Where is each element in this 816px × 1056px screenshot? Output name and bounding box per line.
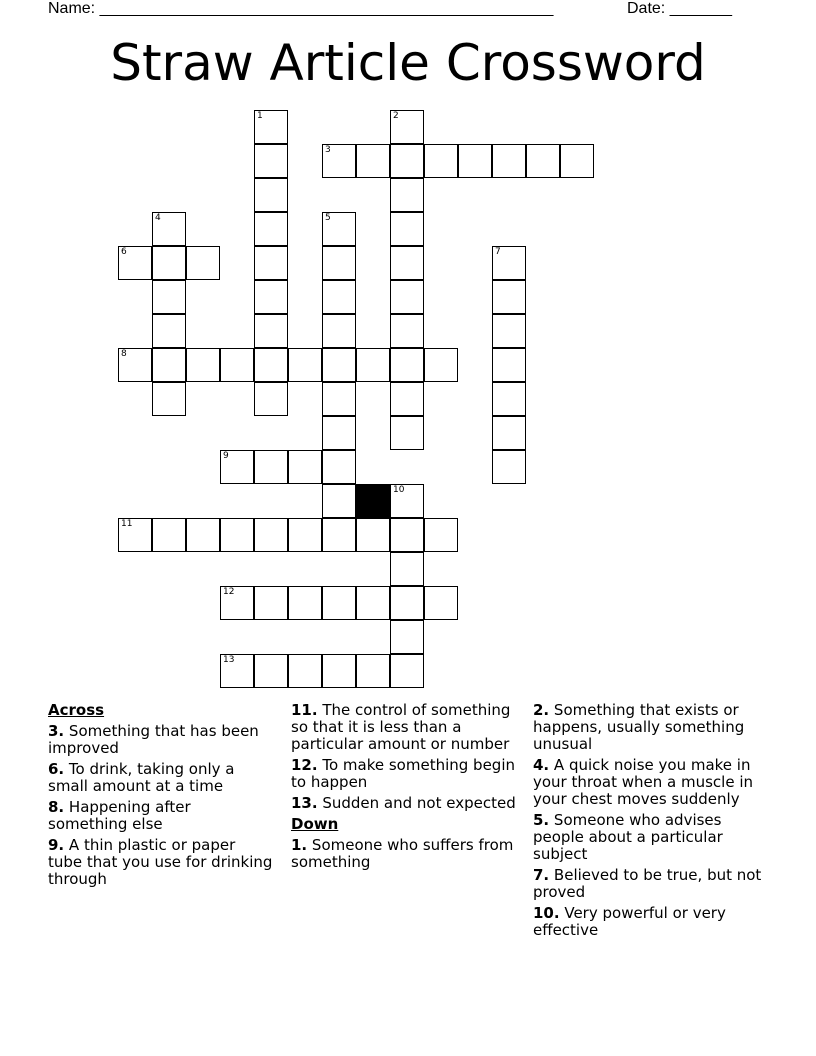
grid-cell[interactable]: [220, 586, 254, 620]
grid-cell[interactable]: [390, 620, 424, 654]
grid-cell[interactable]: [356, 586, 390, 620]
grid-cell[interactable]: [186, 348, 220, 382]
grid-cell[interactable]: [390, 246, 424, 280]
grid-cell[interactable]: [492, 450, 526, 484]
grid-cell[interactable]: [492, 246, 526, 280]
grid-cell[interactable]: [186, 518, 220, 552]
grid-cell[interactable]: [152, 280, 186, 314]
grid-cell[interactable]: [118, 246, 152, 280]
grid-cell[interactable]: [322, 518, 356, 552]
clue-number: 12: [223, 587, 235, 597]
grid-cell[interactable]: [322, 212, 356, 246]
grid-cell[interactable]: [254, 178, 288, 212]
page-title: Straw Article Crossword: [110, 34, 706, 92]
grid-cell[interactable]: [492, 348, 526, 382]
grid-cell[interactable]: [322, 314, 356, 348]
grid-cell[interactable]: [390, 280, 424, 314]
grid-cell[interactable]: [152, 382, 186, 416]
clue-number: 2: [393, 111, 399, 121]
grid-cell[interactable]: [424, 348, 458, 382]
grid-cell[interactable]: [356, 144, 390, 178]
clue-down-5: 5. Someone who advises people about a particular subject: [533, 811, 723, 863]
clue-down-1: 1. Someone who suffers from something: [291, 836, 514, 871]
grid-cell[interactable]: [118, 348, 152, 382]
grid-cell[interactable]: [254, 348, 288, 382]
clue-number: 11: [121, 519, 133, 529]
grid-cell[interactable]: [492, 144, 526, 178]
grid-cell[interactable]: [288, 450, 322, 484]
grid-cell[interactable]: [322, 382, 356, 416]
clue-across-3: 3. Something that has been improved: [48, 722, 259, 757]
grid-cell[interactable]: [254, 212, 288, 246]
grid-cell[interactable]: [526, 144, 560, 178]
grid-cell[interactable]: [390, 654, 424, 688]
grid-cell[interactable]: [424, 144, 458, 178]
grid-cell[interactable]: [390, 314, 424, 348]
grid-cell[interactable]: [254, 280, 288, 314]
clue-across-9: 9. A thin plastic or paper tube that you use for drinking through: [48, 836, 273, 888]
clue-number: 6: [121, 247, 127, 257]
grid-cell[interactable]: [152, 348, 186, 382]
clue-number: 1: [257, 111, 263, 121]
grid-cell[interactable]: [322, 348, 356, 382]
clue-number: 5: [325, 213, 331, 223]
clue-across-6: 6. To drink, taking only a small amount at a time: [48, 760, 235, 795]
grid-cell[interactable]: [288, 518, 322, 552]
grid-cell[interactable]: [390, 382, 424, 416]
grid-cell[interactable]: [322, 144, 356, 178]
grid-cell[interactable]: [288, 586, 322, 620]
grid-cell[interactable]: [390, 144, 424, 178]
grid-cell[interactable]: [322, 280, 356, 314]
grid-cell[interactable]: [152, 246, 186, 280]
grid-cell[interactable]: [424, 586, 458, 620]
clue-down-10: 10. Very powerful or very effective: [533, 904, 726, 939]
clue-number: 7: [495, 247, 501, 257]
name-field[interactable]: Name: ___________________________________________________: [48, 0, 554, 17]
grid-cell[interactable]: [492, 314, 526, 348]
clues-column-2: [291, 702, 516, 875]
clue-number: 4: [155, 213, 161, 223]
grid-cell[interactable]: [390, 518, 424, 552]
black-cell: [356, 484, 390, 518]
clues-column-1: [48, 702, 273, 892]
grid-cell[interactable]: [458, 144, 492, 178]
grid-cell[interactable]: [254, 518, 288, 552]
grid-cell[interactable]: [322, 450, 356, 484]
grid-cell[interactable]: [254, 586, 288, 620]
grid-cell[interactable]: [152, 212, 186, 246]
down-heading: Down: [291, 815, 339, 833]
clue-number: 8: [121, 349, 127, 359]
grid-cell[interactable]: [254, 314, 288, 348]
grid-cell[interactable]: [254, 654, 288, 688]
grid-cell[interactable]: [492, 416, 526, 450]
clue-number: 3: [325, 145, 331, 155]
clues-column-3: [533, 702, 768, 943]
grid-cell[interactable]: [254, 110, 288, 144]
grid-cell[interactable]: [254, 382, 288, 416]
grid-cell[interactable]: [220, 450, 254, 484]
grid-cell[interactable]: [390, 484, 424, 518]
clue-down-7: 7. Believed to be true, but not proved: [533, 866, 762, 901]
grid-cell[interactable]: [118, 518, 152, 552]
grid-cell[interactable]: [322, 416, 356, 450]
grid-cell[interactable]: [322, 586, 356, 620]
grid-cell[interactable]: [390, 212, 424, 246]
grid-cell[interactable]: [492, 382, 526, 416]
clue-number: 9: [223, 451, 229, 461]
grid-cell[interactable]: [492, 280, 526, 314]
grid-cell[interactable]: [322, 246, 356, 280]
grid-cell[interactable]: [220, 348, 254, 382]
grid-cell[interactable]: [424, 518, 458, 552]
date-field[interactable]: Date: _______: [627, 0, 732, 17]
grid-cell[interactable]: [356, 518, 390, 552]
grid-cell[interactable]: [390, 178, 424, 212]
clue-down-4: 4. A quick noise you make in your throat when a muscle in your chest moves suddenly: [533, 756, 753, 808]
clue-across-12: 12. To make something begin to happen: [291, 756, 516, 791]
grid-cell[interactable]: [220, 654, 254, 688]
clue-number: 10: [393, 485, 405, 495]
clue-number: 13: [223, 655, 235, 665]
grid-cell[interactable]: [356, 654, 390, 688]
grid-cell[interactable]: [560, 144, 594, 178]
grid-cell[interactable]: [254, 450, 288, 484]
grid-cell[interactable]: [356, 348, 390, 382]
grid-cell[interactable]: [254, 246, 288, 280]
grid-cell[interactable]: [390, 110, 424, 144]
grid-cell[interactable]: [322, 654, 356, 688]
grid-cell[interactable]: [390, 552, 424, 586]
grid-cell[interactable]: [288, 348, 322, 382]
grid-cell[interactable]: [390, 586, 424, 620]
grid-cell[interactable]: [186, 246, 220, 280]
across-heading: Across: [48, 701, 105, 719]
grid-cell[interactable]: [220, 518, 254, 552]
grid-cell[interactable]: [288, 654, 322, 688]
clue-across-11: 11. The control of something so that it is less than a particular amount or number: [291, 701, 511, 753]
grid-cell[interactable]: [322, 484, 356, 518]
grid-cell[interactable]: [390, 416, 424, 450]
grid-cell[interactable]: [254, 144, 288, 178]
clue-across-13: 13. Sudden and not expected: [291, 794, 516, 812]
grid-cell[interactable]: [152, 314, 186, 348]
grid-cell[interactable]: [152, 518, 186, 552]
clue-across-8: 8. Happening after something else: [48, 798, 191, 833]
grid-cell[interactable]: [390, 348, 424, 382]
clue-down-2: 2. Something that exists or happens, usually something unusual: [533, 701, 745, 753]
